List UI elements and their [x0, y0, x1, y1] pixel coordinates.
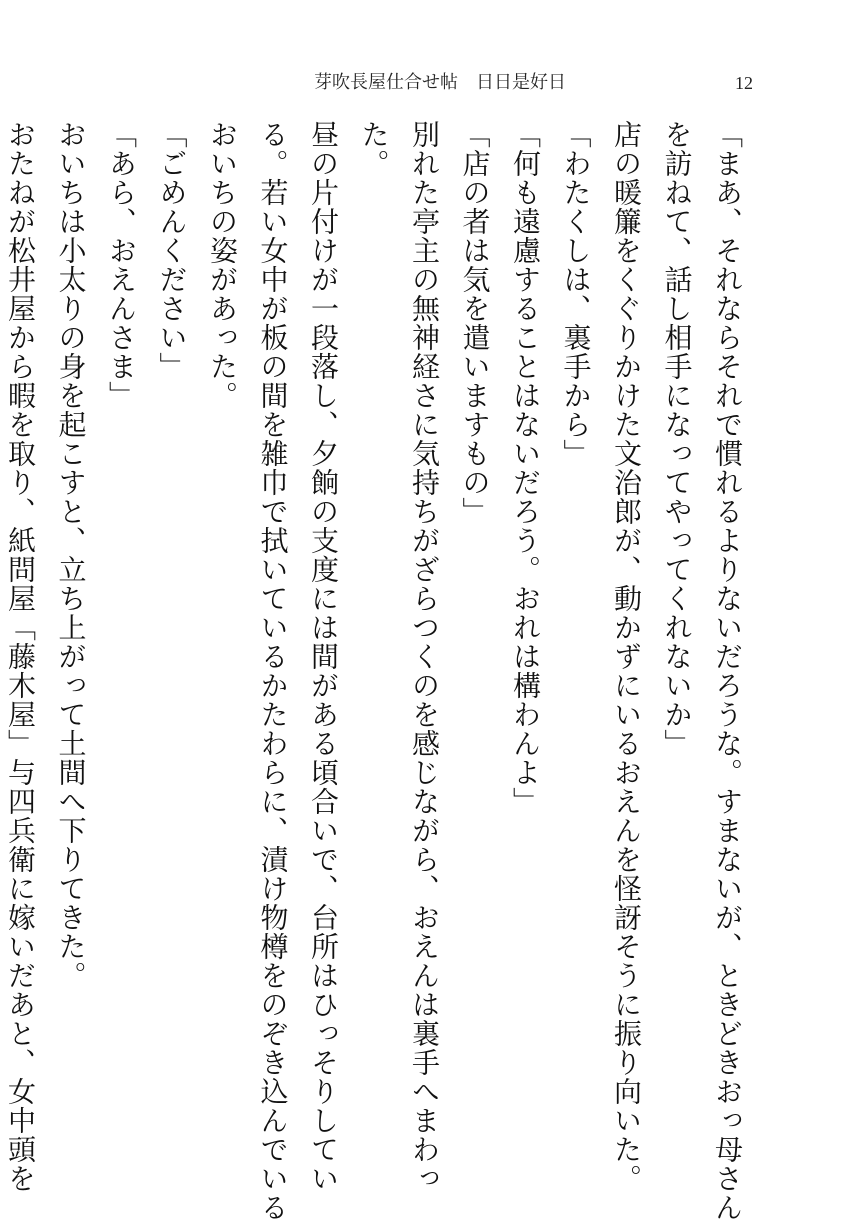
text-line: 「何も遠慮することはないだろう。おれは構わんよ」 — [509, 120, 542, 816]
text-line: 店の暖簾をくぐりかけた文治郎が、動かずにいるおえんを怪訝そうに振り向いた。 — [610, 120, 643, 1193]
running-header-title: 芽吹長屋仕合せ帖 日日是好日 — [314, 72, 566, 93]
text-line: る。若い女中が板の間を雑巾で拭いているかたわらに、漬け物樽をのぞき込んでいる — [256, 120, 290, 1222]
text-line: を訪ねて、話し相手になってやってくれないか」 — [660, 120, 694, 758]
text-line: 昼の片付けが一段落し、夕餉の支度には間がある頃合いで、台所はひっそりしてい — [307, 120, 340, 1193]
text-line: た。 — [357, 120, 391, 178]
text-line: おいちは小太りの身を起こすと、立ち上がって土間へ下りてきた。 — [54, 120, 88, 990]
text-line: 「まあ、それならそれで慣れるよりないだろうな。すまないが、ときどきおっ母さん — [711, 120, 744, 1222]
text-line: 「あら、おえんさま」 — [105, 120, 138, 410]
text-line: 「店の者は気を遣いますもの」 — [458, 120, 492, 526]
text-line: おいちの姿があった。 — [206, 120, 239, 410]
page-number: 12 — [735, 73, 753, 93]
text-line: おたねが松井屋から暇を取り、紙問屋「藤木屋」与四兵衛に嫁いだあと、女中頭を — [4, 120, 37, 1193]
text-line: 別れた亭主の無神経さに気持ちがざらつくのを感じながら、おえんは裏手へまわっ — [408, 120, 441, 1193]
text-line: 「ごめんください」 — [155, 120, 189, 381]
text-line: 「わたくしは、裏手から」 — [559, 120, 593, 468]
vertical-body-text — [4, 120, 752, 1222]
